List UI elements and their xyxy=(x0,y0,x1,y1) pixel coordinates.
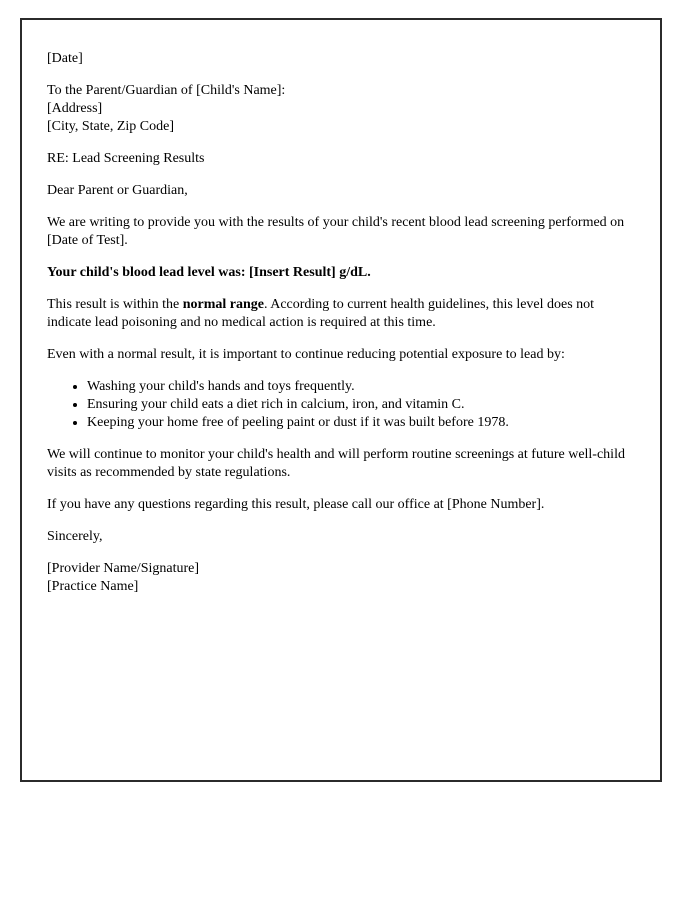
recipient-block xyxy=(47,82,635,136)
prevention-item-washing: • Washing your child's hands and toys frequently. xyxy=(87,378,635,396)
prevention-intro: Even with a normal result, it is important to continue reducing potential exposure to lead by: xyxy=(47,347,565,362)
result-statement: Your child's blood lead level was: [Insert Result] g/dL. xyxy=(47,265,371,280)
closing: Sincerely, xyxy=(47,529,103,544)
recipient-line-name: To the Parent/Guardian of [Child's Name]: xyxy=(47,83,286,98)
prevention-list xyxy=(47,378,635,432)
provider-name-line: [Provider Name/Signature] xyxy=(47,561,200,576)
salutation: Dear Parent or Guardian, xyxy=(47,183,188,198)
recipient-line-address: [Address] xyxy=(47,101,103,116)
signature-block xyxy=(47,560,635,596)
practice-name-line: [Practice Name] xyxy=(47,579,139,594)
questions-paragraph: If you have any questions regarding this result, please call our office at [Phone Number]. xyxy=(47,497,545,512)
recipient-line-city: [City, State, Zip Code] xyxy=(47,119,175,134)
prevention-item-diet: • Ensuring your child eats a diet rich in calcium, iron, and vitamin C. xyxy=(87,396,635,414)
intro-paragraph: We are writing to provide you with the results of your child's recent blood lead screening performed on [Date of Test]. xyxy=(47,215,625,248)
normal-range-paragraph xyxy=(47,296,635,332)
date-placeholder: [Date] xyxy=(47,51,83,66)
prevention-item-home: • Keeping your home free of peeling paint or dust if it was built before 1978. xyxy=(87,414,635,432)
letter-page xyxy=(20,18,662,782)
normal-range-bold: normal range xyxy=(182,297,264,312)
subject-line: RE: Lead Screening Results xyxy=(47,151,205,166)
normal-range-suffix: . According to current health guidelines, this level does not indicate lead poisoning and no medical action is required at this time. xyxy=(47,297,595,330)
normal-range-prefix: This result is within the xyxy=(47,297,183,312)
monitoring-paragraph: We will continue to monitor your child's health and will perform routine screenings at future well-child visits as recommended by state regulations. xyxy=(47,447,625,480)
